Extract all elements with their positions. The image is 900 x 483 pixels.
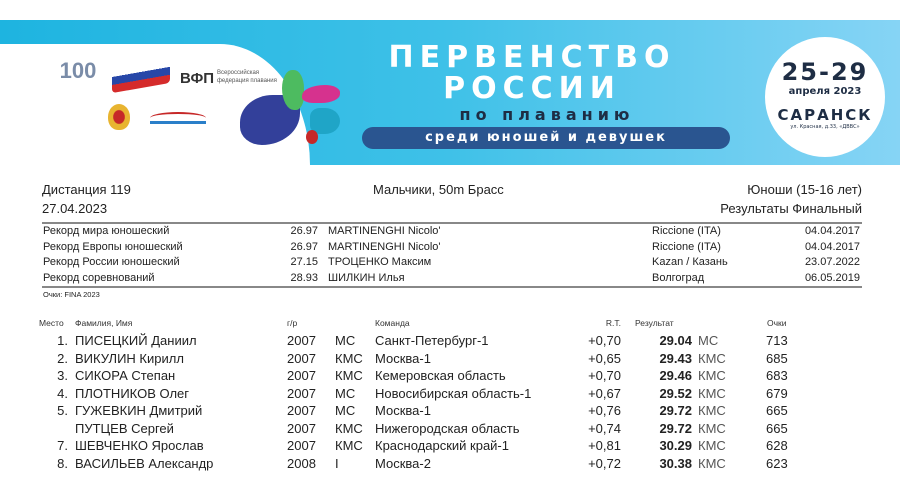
points-note: Очки: FINA 2023 [43, 290, 100, 299]
achieved-rank: КМС [698, 455, 726, 471]
place: 2. [57, 350, 68, 366]
distance-label: Дистанция 119 [42, 182, 131, 197]
subtitle-pill: среди юношей и девушек [362, 127, 730, 149]
points: 679 [766, 385, 788, 401]
place: 7. [57, 438, 68, 453]
result-time: 29.52 [659, 385, 692, 401]
flag-logo [112, 59, 170, 93]
reaction-time: +0,70 [588, 368, 621, 383]
vfp-logo: ВФП [180, 70, 215, 87]
result-row [0, 351, 900, 369]
date-location-badge [765, 37, 885, 157]
rank: МС [335, 333, 356, 348]
record-time: 26.97 [290, 225, 318, 237]
achieved-rank: КМС [698, 420, 726, 436]
athlete-name: ПИСЕЦКИЙ Даниил [75, 333, 197, 348]
achieved-rank: КМС [698, 368, 726, 383]
team: Краснодарский край-1 [375, 438, 509, 453]
points: 665 [766, 420, 788, 436]
col-year: г/р [287, 318, 298, 328]
title-line-1: ПЕРВЕНСТВО [388, 40, 676, 75]
col-name: Фамилия, Имя [75, 318, 133, 328]
team: Санкт-Петербург-1 [375, 333, 489, 348]
event-banner [0, 20, 900, 165]
title-line-3: по плаванию [459, 105, 635, 124]
result-time: 29.72 [659, 420, 692, 436]
athlete-name: ГУЖЕВКИН Дмитрий [75, 403, 203, 418]
event-address: ул. Красная, д.33, «ДВВС» [790, 124, 860, 130]
rank: МС [335, 385, 356, 401]
birth-year: 2007 [287, 350, 316, 366]
record-label: Рекорд Европы юношеский [43, 240, 183, 253]
col-result: Результат [635, 318, 674, 328]
reaction-time: +0,81 [588, 438, 621, 453]
birth-year: 2007 [287, 438, 316, 453]
record-date: 06.05.2019 [804, 271, 860, 284]
rank: КМС [335, 420, 363, 436]
result-row [0, 438, 900, 456]
team: Нижегородская область [375, 420, 520, 436]
title-line-2: РОССИИ [443, 71, 621, 106]
reaction-time: +0,76 [588, 403, 621, 418]
record-time: 26.97 [290, 240, 318, 253]
rank: КМС [335, 438, 363, 453]
col-points: Очки [767, 318, 787, 328]
rank: КМС [335, 368, 363, 383]
reaction-time: +0,65 [588, 350, 621, 366]
record-label: Рекорд мира юношеский [43, 225, 170, 237]
swimming-federation-logo [150, 112, 206, 124]
team: Кемеровская область [375, 368, 506, 383]
points: 683 [766, 368, 788, 383]
record-holder: MARTINENGHI Nicolo' [328, 240, 441, 253]
achieved-rank: КМС [698, 438, 726, 453]
achieved-rank: МС [698, 333, 719, 348]
record-holder: ШИЛКИН Илья [328, 271, 405, 284]
record-place: Kazan / Казань [652, 256, 728, 268]
event-city: САРАНСК [777, 106, 873, 124]
result-time: 30.29 [659, 438, 692, 453]
team: Москва-2 [375, 455, 431, 471]
divider [42, 286, 862, 288]
record-place: Волгоград [652, 271, 705, 284]
record-holder: MARTINENGHI Nicolo' [328, 225, 441, 237]
birth-year: 2007 [287, 368, 316, 383]
result-row [0, 368, 900, 386]
result-time: 29.43 [659, 350, 692, 366]
birth-year: 2007 [287, 333, 316, 348]
results-type: Результаты Финальный [720, 201, 862, 216]
team: Новосибирская область-1 [375, 385, 532, 401]
place: 1. [57, 333, 68, 348]
place: 5. [57, 403, 68, 418]
record-place: Riccione (ITA) [652, 225, 721, 237]
points: 623 [766, 455, 788, 471]
birth-year: 2007 [287, 420, 316, 436]
record-date: 23.07.2022 [804, 256, 860, 268]
points: 713 [766, 333, 788, 348]
team: Москва-1 [375, 350, 431, 366]
rank: КМС [335, 350, 363, 366]
result-time: 29.72 [659, 403, 692, 418]
birth-year: 2008 [287, 455, 316, 471]
birth-year: 2007 [287, 385, 316, 401]
splash-graphic [240, 60, 350, 155]
result-row [0, 386, 900, 404]
col-team: Команда [375, 318, 410, 328]
record-holder: ТРОЦЕНКО Максим [328, 256, 432, 268]
divider [42, 222, 862, 224]
result-row [0, 333, 900, 351]
record-date: 04.04.2017 [804, 225, 860, 237]
points: 628 [766, 438, 788, 453]
athlete-name: ПЛОТНИКОВ Олег [75, 385, 190, 401]
achieved-rank: КМС [698, 385, 726, 401]
event-month: апреля 2023 [788, 86, 862, 97]
place: 8. [57, 455, 68, 471]
vfp-logo-subtitle: Всероссийская федерация плавания [217, 70, 277, 84]
age-group: Юноши (15-16 лет) [747, 182, 862, 197]
achieved-rank: КМС [698, 350, 726, 366]
achieved-rank: КМС [698, 403, 726, 418]
event-name: Мальчики, 50m Брасс [373, 182, 504, 197]
record-label: Рекорд соревнований [43, 271, 155, 284]
ministry-logo: 100 [59, 58, 97, 83]
event-dates: 25-29 [781, 58, 869, 86]
athlete-name: ПУТЦЕВ Сергей [75, 420, 174, 436]
col-rt: R.T. [605, 318, 621, 328]
place: 3. [57, 368, 68, 383]
athlete-name: СИКОРА Степан [75, 368, 176, 383]
place: 4. [57, 385, 68, 401]
record-date: 04.04.2017 [804, 240, 860, 253]
result-row [0, 403, 900, 421]
reaction-time: +0,72 [588, 455, 621, 471]
reaction-time: +0,74 [588, 420, 621, 436]
athlete-name: ВАСИЛЬЕВ Александр [75, 455, 214, 471]
athlete-name: ШЕВЧЕНКО Ярослав [75, 438, 204, 453]
coat-of-arms-logo [108, 104, 130, 130]
reaction-time: +0,70 [588, 333, 621, 348]
birth-year: 2007 [287, 403, 316, 418]
rank: МС [335, 403, 356, 418]
col-place: Место [39, 318, 64, 328]
rank: I [335, 455, 339, 471]
record-time: 28.93 [290, 271, 318, 284]
record-time: 27.15 [290, 256, 318, 268]
result-time: 30.38 [659, 455, 692, 471]
result-time: 29.46 [659, 368, 692, 383]
team: Москва-1 [375, 403, 431, 418]
reaction-time: +0,67 [588, 385, 621, 401]
record-label: Рекорд России юношеский [43, 256, 180, 268]
points: 665 [766, 403, 788, 418]
athlete-name: ВИКУЛИН Кирилл [75, 350, 184, 366]
result-time: 29.04 [659, 333, 692, 348]
event-date: 27.04.2023 [42, 201, 108, 216]
points: 685 [766, 350, 788, 366]
record-place: Riccione (ITA) [652, 240, 721, 253]
result-row [0, 421, 900, 439]
result-row [0, 456, 900, 474]
